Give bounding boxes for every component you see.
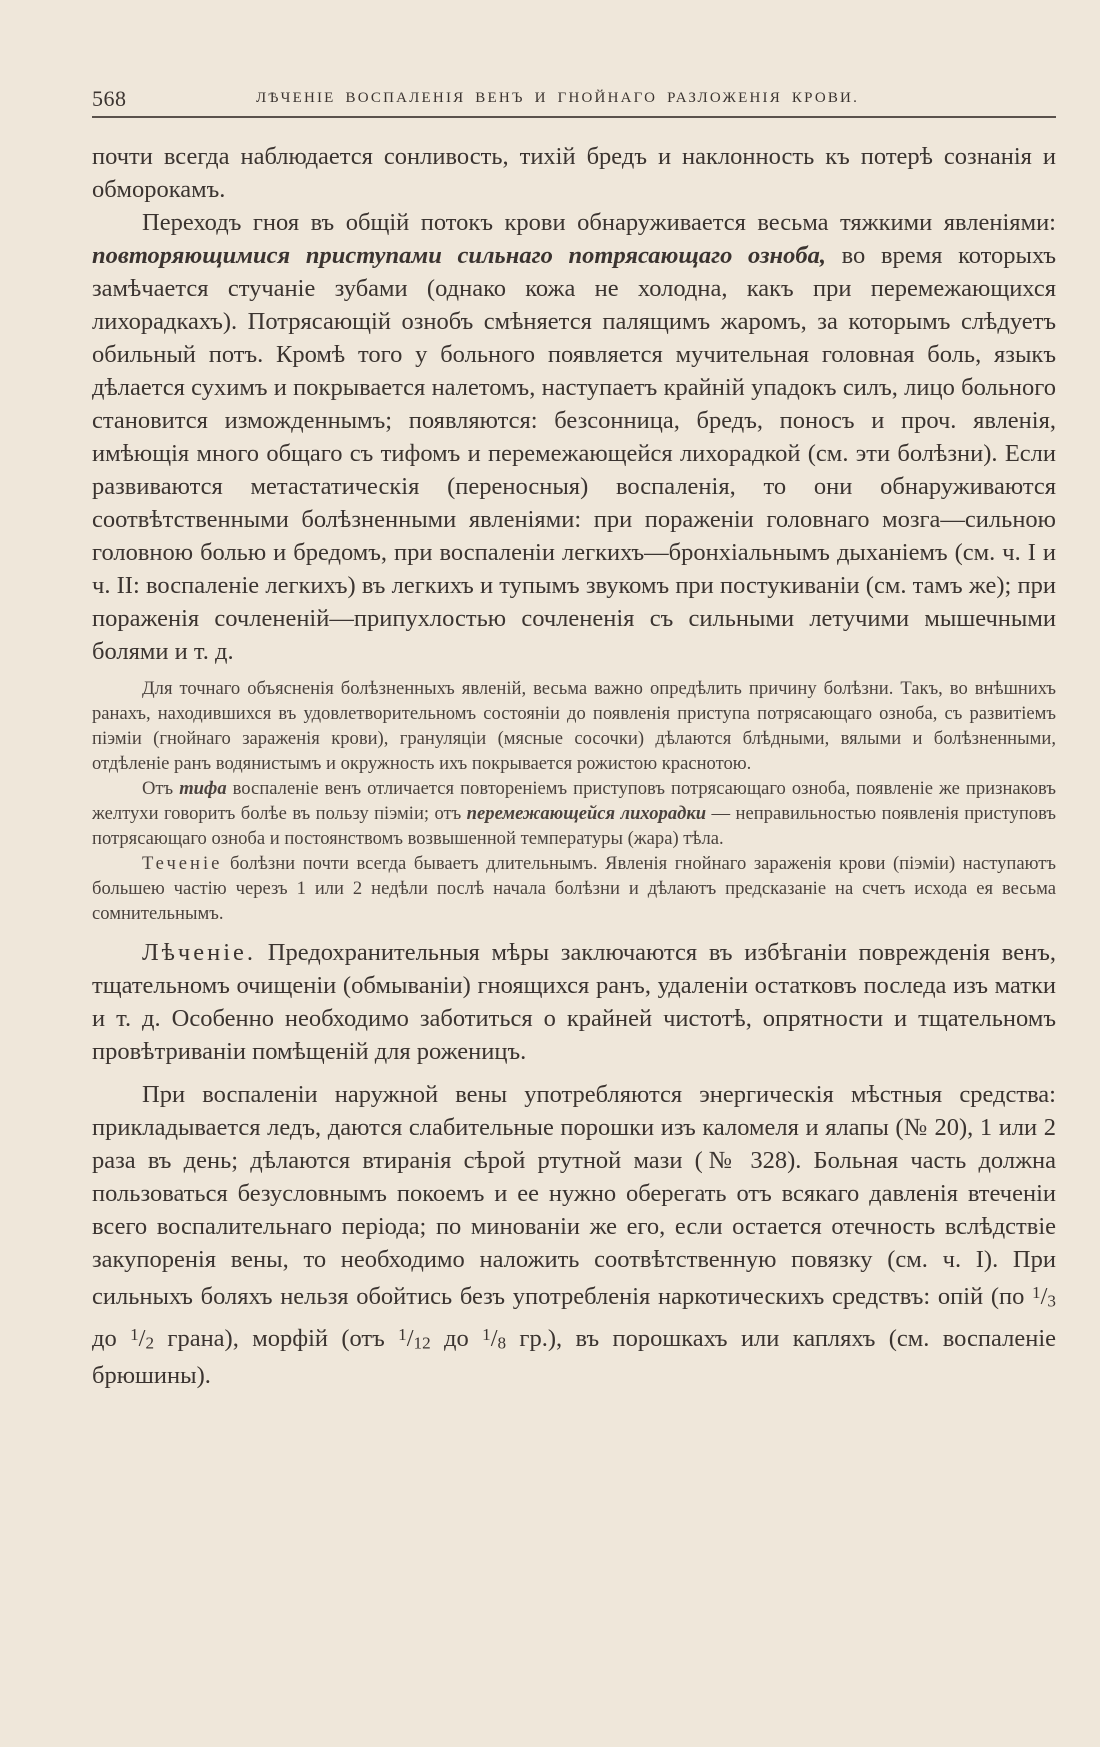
note-text: — неправильностью появленія приступовъ потрясающаго озноба и постоянствомъ возвышенной температуры (жара) тѣла. [92,803,1057,849]
emphasis-text: повторяющимися приступами сильнаго потрясающаго озноба, [92,242,826,269]
paragraph-text: При воспаленіи наружной вены употребляются энергическія мѣстныя средства: прикладывается ледъ, даются слабительные порошки изъ каломеля и ялапы (№ 20), 1 или 2 раза въ день; дѣлаются втиранія сѣрой ртутной мази (№ 328). Больная часть должна пользоваться безусловнымъ покоемъ и ее нужно оберегать отъ всякаго давленія втеченіи всего воспалительнаго періода; по минованіи же его, если остается отечность вслѣдствіе закупоренія вены, то необходимо наложить соотвѣтственную повязку (см. ч. I). При сильныхъ боляхъ нельзя обойтись безъ употребленія наркотическихъ средствъ: опій (по [92,1081,1056,1310]
paragraph-treatment [92,936,1056,1068]
fraction-numerator: 1 [398,1324,407,1344]
section-heading: Лѣченіе. [142,939,257,966]
fraction: $^1$/12 [398,1324,431,1353]
note-diagnosis [92,676,1056,776]
fraction-numerator: 1 [130,1324,139,1344]
paragraph-text: Предохранительныя мѣры заключаются въ избѣганіи поврежденія венъ, тщательномъ очищеніи (обмываніи) гноящихся ранъ, удаленіи остатковъ последа изъ матки и т. д. Особенно необходимо заботиться о крайней чистотѣ, опрятности и тщательномъ провѣтриваніи помѣщеній для роженицъ. [92,939,1056,1065]
fraction-denominator: 3 [1047,1291,1056,1311]
fraction-denominator: 8 [497,1333,507,1353]
paragraph-continuation [92,140,1056,206]
running-title: ЛѢЧЕНІЕ ВОСПАЛЕНІЯ ВЕНЪ И ГНОЙНАГО РАЗЛОЖЕНІЯ КРОВИ. [256,90,860,106]
paragraph-symptoms [92,206,1056,668]
fraction-numerator: 1 [1032,1283,1041,1302]
paragraph-text: во время которыхъ замѣчается стучаніе зубами (однако кожа не холодна, какъ при перемежающихся лихорадкахъ). Потрясающій ознобъ смѣняется палящимъ жаромъ, за которымъ слѣдуетъ обильный потъ. Кромѣ того у больного появляется мучительная головная боль, языкъ дѣлается сухимъ и покрывается налетомъ, наступаетъ крайній упадокъ силъ, лицо больного становится изможденнымъ; появляются: безсонница, бредъ, поносъ и проч. явленія, имѣющія много общаго съ тифомъ и перемежающейся лихорадкой (см. эти болѣзни). Если развиваются метастатическія (переносныя) воспаленія, то они обнаруживаются соотвѣтственными болѣзненными явленіями: при пораженіи головнаго мозга—сильною головною болью и бредомъ, при воспаленіи легкихъ—бронхіальнымъ дыханіемъ (см. ч. I и ч. II: воспаленіе легкихъ) въ легкихъ и тупымъ звукомъ при постукиваніи (см. тамъ же); при пораженія сочлененій—припухлостью сочлененія съ сильными летучими мышечными болями и т. д. [92,242,1056,665]
paragraph-external-vein [92,1078,1056,1392]
fraction: $^1$/3 [1032,1283,1056,1311]
fraction: $^1$/8 [482,1324,507,1353]
note-course [92,851,1056,926]
page-body [92,140,1056,1392]
paragraph-text: гр.), въ порошкахъ или капляхъ (см. воспаленіе брюшины). [92,1324,1057,1390]
emphasis-text: перемежающейся лихорадки [466,803,707,824]
spaced-heading: Теченіе [142,853,223,874]
note-differential [92,776,1056,851]
paragraph-text: до [92,1324,131,1352]
emphasis-text: тифа [179,778,227,799]
fraction-denominator: 2 [145,1333,155,1353]
note-text: болѣзни почти всегда бываетъ длительнымъ. Явленія гнойнаго зараженія крови (піэміи) наступаютъ большею частію черезъ 1 или 2 недѣли послѣ начала болѣзни и дѣлаютъ предсказаніе на счетъ исхода ея весьма сомнительнымъ. [92,853,1056,924]
note-text: воспаленіе венъ отличается повтореніемъ приступовъ потрясающаго озноба, появленіе же признаковъ желтухи говоритъ болѣе въ пользу піэміи; отъ [92,778,1056,824]
fraction-denominator: 12 [413,1333,431,1353]
paragraph-text: Переходъ гноя въ общій потокъ крови обнаруживается весьма тяжкими явленіями: [142,209,1056,236]
note-text: Для точнаго объясненія болѣзненныхъ явленій, весьма важно опредѣлить причину болѣзни. Такъ, во внѣшнихъ ранахъ, находившихся въ удовлетворительномъ состояніи до появленія приступа потрясающаго озноба, съ развитіемъ піэміи (гнойнаго зараженія крови), грануляціи (мясные сосочки) дѣлаются блѣдными, вялыми и болѣзненными, отдѣленіе ранъ водянистымъ и окружность ихъ покрывается рожистою краснотою. [92,678,1056,774]
page-header [92,82,1056,118]
fraction-numerator: 1 [482,1324,491,1344]
note-text: Отъ [142,778,180,799]
paragraph-text: до [430,1324,483,1352]
page-number: 568 [92,86,127,111]
paragraph-text: почти всегда наблюдается сонливость, тихій бредъ и наклонность къ потерѣ сознанія и обморокамъ. [92,143,1056,203]
fraction: $^1$/2 [130,1324,155,1353]
paragraph-text: грана), морфій (отъ [154,1324,399,1352]
